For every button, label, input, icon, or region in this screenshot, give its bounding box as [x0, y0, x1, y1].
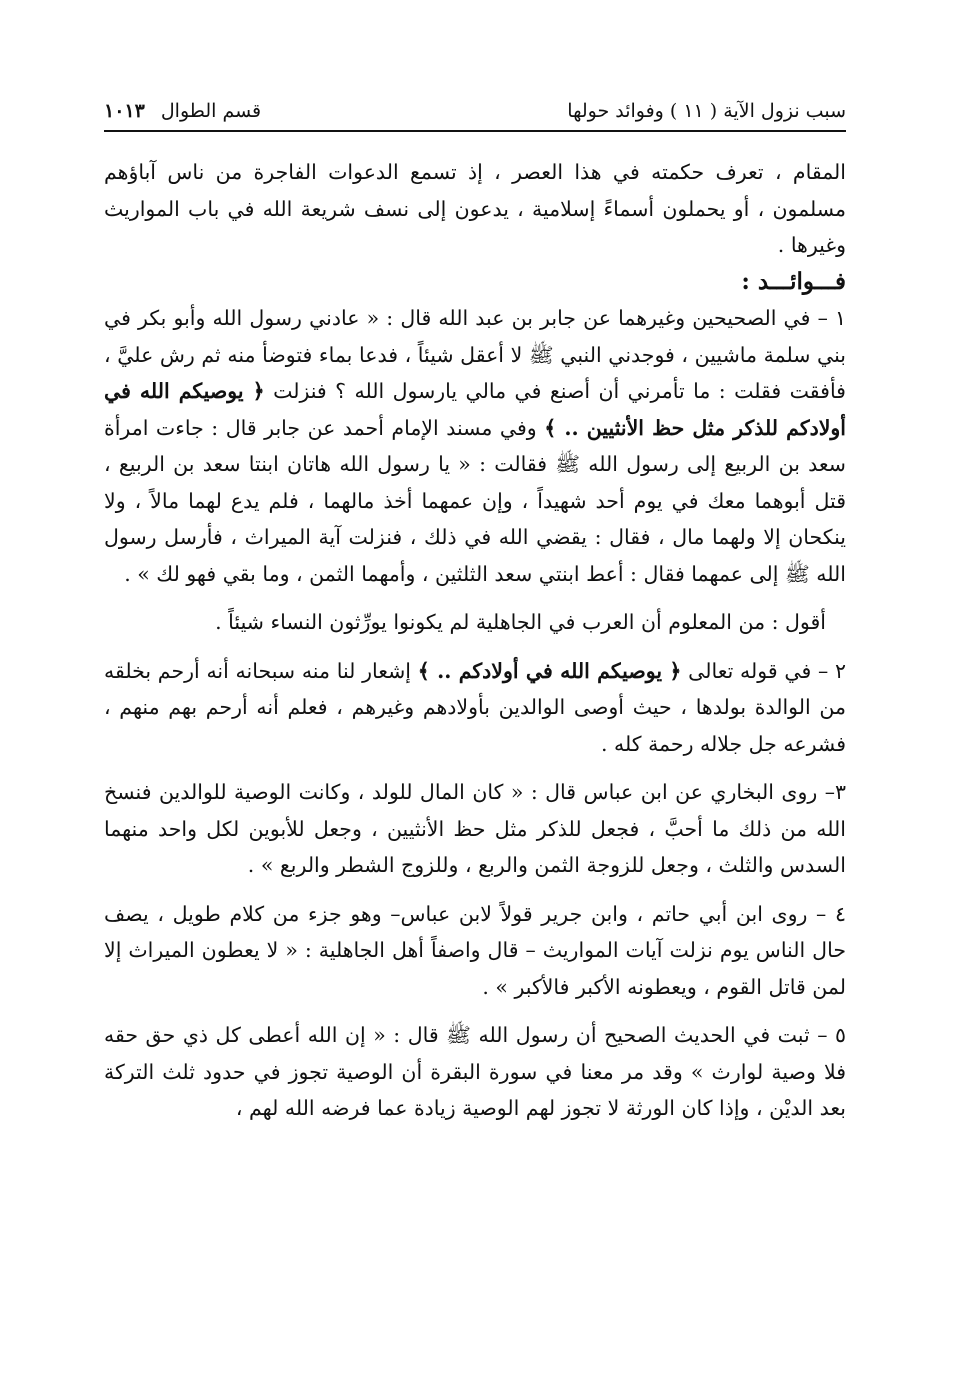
benefit-5-paragraph: ٥ – ثبت في الحديث الصحيح أن رسول الله ﷺ قال : « إن الله أعطى كل ذي حق حقه فلا وصية لوارث » وقد مر معنا في سورة البقرة أن الوصية تجوز في حدود ثلث التركة بعد الديْن ، وإذا كان الورثة لا تجوز لهم الوصية زيادة عما فرضه الله لهم ،: [104, 1023, 846, 1120]
benefit-2-verse: ﴿ يوصيكم الله في أولادكم .. ﴾: [417, 658, 682, 683]
benefit-1-text-b: وفي مسند الإمام أحمد عن جابر قال : جاءت امرأة سعد بن الربيع إلى رسول الله ﷺ فقالت : « يا رسول الله هاتان ابنتا سعد بن الربيع ، قتل أبوهما معك في يوم أحد شهيداً ، وإن عمهما أخذ مالهما ، فلم يدع لهما مالاً ، ولا ينكحان إلا ولهما مال ، فقال : يقضي الله في ذلك ، فنزلت آية الميراث ، فأرسل رسول الله ﷺ إلى عمهما فقال : أعط ابنتي سعد الثلثين ، وأمهما الثمن ، وما بقي فهو لك » .: [104, 415, 846, 586]
benefit-1-paragraph: [104, 300, 846, 592]
benefit-4-paragraph: ٤ – روى ابن أبي حاتم ، وابن جرير قولاً لابن عباس– وهو جزء من كلام طويل ، يصف حال الناس يوم نزلت آيات المواريث – قال واصفاً أهل الجاهلية : « لا يعطون الميراث إلا لمن قاتل القوم ، ويعطونه الأكبر فالأكبر » .: [104, 901, 846, 999]
section-title: قسم الطوال: [160, 100, 262, 122]
book-page: [104, 100, 846, 1127]
intro-paragraph: المقام ، تعرف حكمته في هذا العصر ، إذ تسمع الدعوات الفاجرة من ناس آباؤهم مسلمون ، أو يحملون أسماءً إسلامية ، يدعون إلى نسف شريعة الله في باب المواريث وغيرها .: [104, 160, 846, 257]
benefit-3-paragraph: ٣– روى البخاري عن ابن عباس قال : « كان المال للولد ، وكانت الوصية للوالدين فنسخ الله من ذلك ما أحبَّ ، فجعل للذكر مثل حظ الأنثيين ، وجعل للأبوين لكل واحد منهما السدس والثلث ، وجعل للزوجة الثمن والربع ، وللزوج الشطر والربع » .: [104, 780, 846, 877]
page-body: [104, 154, 846, 1127]
benefit-1-text-a: ١ – في الصحيحين وغيرهما عن جابر بن عبد الله قال : « عادني رسول الله وأبو بكر في بني سلمة ماشيين ، فوجدني النبي ﷺ لا أعقل شيئاً ، فدعا بماء فتوضأ منه ثم رش عليَّ ، فأفقت فقلت : ما تأمرني أن أصنع في مالي يارسول الله ؟ فنزلت: [104, 306, 846, 403]
benefit-2-text-a: ٢ – في قوله تعالى: [688, 658, 846, 683]
section-title-group: [104, 100, 261, 122]
benefit-1-verse: ﴿ يوصيكم الله في أولادكم للذكر مثل حظ الأنثيين .. ﴾: [104, 379, 846, 440]
chapter-title: سبب نزول الآية ( ١١ ) وفوائد حولها: [567, 100, 846, 122]
running-header: [104, 100, 846, 132]
benefits-heading: فـــوائـــد :: [741, 267, 846, 295]
author-note: أقول : من المعلوم أن العرب في الجاهلية لم يكونوا يورِّثون النساء شيئاً .: [215, 610, 826, 634]
benefit-2-paragraph: [104, 653, 846, 763]
page-number: ١٠١٣: [104, 100, 145, 122]
benefit-2-text-b: إشعار لنا منه سبحانه أنه أرحم بخلقه من الوالدة بولدها ، حيث أوصى الوالدين بأولادهم وغيرهم ، فعلم أنه أرحم بهم منهم ، فشرعه جل جلاله رحمة كله .: [104, 658, 846, 756]
